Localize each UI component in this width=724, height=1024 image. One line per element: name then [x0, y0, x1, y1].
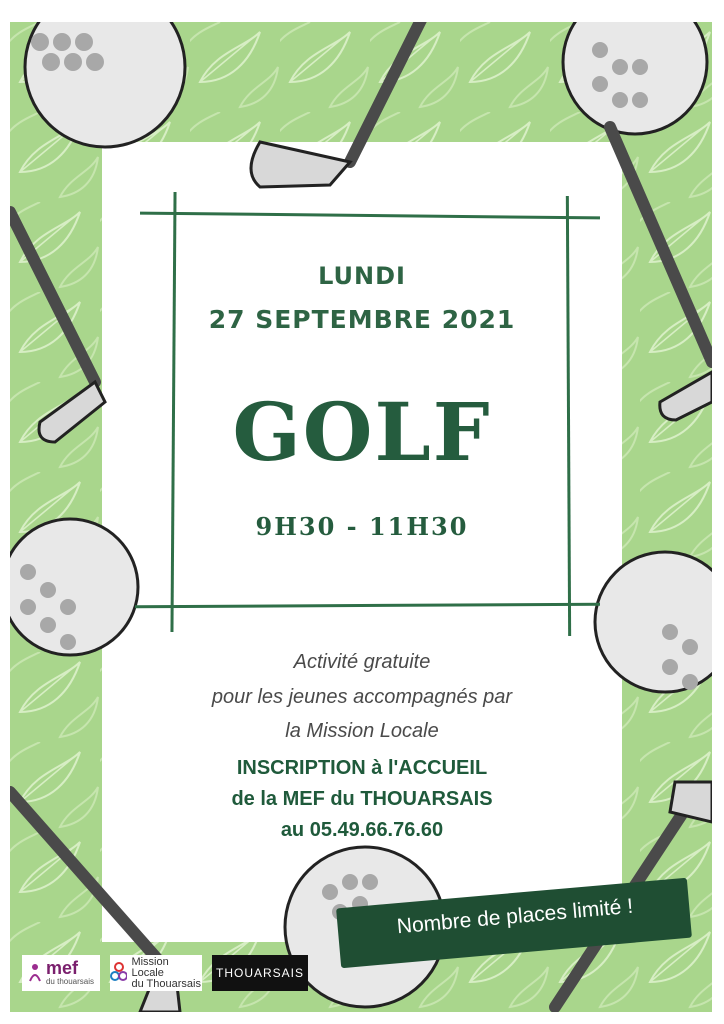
event-date: 27 SEPTEMBRE 2021 [208, 305, 516, 334]
thouarsais-logo-text: THOUARSAIS [215, 965, 304, 980]
mission-locale-line-1: Mission Locale [131, 955, 169, 979]
mef-logo-main: mef [45, 957, 78, 978]
thouarsais-logo [212, 955, 308, 991]
event-day: LUNDI [318, 262, 406, 290]
info-line-2: pour les jeunes accompagnés par [211, 686, 513, 708]
limited-places-text: Nombre de places limité ! [395, 894, 634, 939]
phone-number: au 05.49.66.76.60 [280, 819, 444, 841]
person-icon [28, 963, 42, 983]
mef-logo-sub: du thouarsais [45, 976, 95, 986]
event-time: 9H30 - 11H30 [255, 512, 469, 541]
info-line-3: la Mission Locale [285, 720, 439, 742]
inscription-line-1: INSCRIPTION à l'ACCUEIL [236, 757, 488, 779]
mission-locale-logo [110, 955, 202, 991]
rings-icon [110, 961, 127, 985]
info-line-1: Activité gratuite [293, 651, 431, 673]
golf-ball-icon [25, 22, 185, 147]
mission-locale-line-2: du Thouarsais [131, 977, 201, 990]
golf-ball-icon [563, 22, 707, 134]
mef-logo [22, 955, 100, 991]
event-title: GOLF [232, 385, 492, 479]
golf-club-icon [251, 22, 425, 187]
inscription-line-2: de la MEF du THOUARSAIS [231, 788, 493, 810]
